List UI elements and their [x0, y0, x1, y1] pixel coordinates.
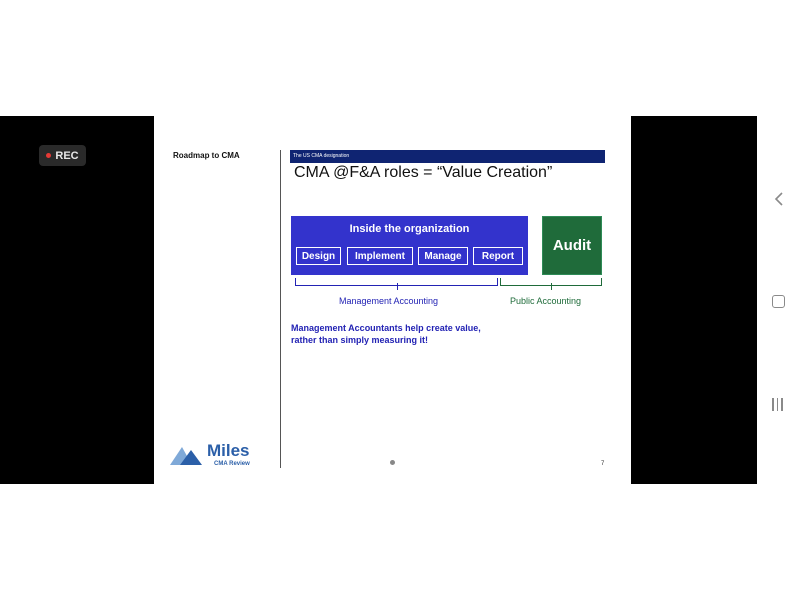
value-line-1: Management Accountants help create value,	[291, 323, 481, 333]
slide-section-title: Roadmap to CMA	[173, 151, 240, 160]
rec-indicator	[39, 145, 86, 166]
back-icon[interactable]	[773, 191, 785, 207]
slide-title: CMA @F&A roles = “Value Creation”	[294, 164, 553, 181]
slide-banner: The US CMA designation	[290, 150, 605, 163]
management-accounting-label: Management Accounting	[339, 296, 439, 306]
management-brace	[295, 278, 498, 286]
public-accounting-label: Public Accounting	[510, 296, 582, 306]
public-brace	[500, 278, 602, 286]
management-brace-tick	[397, 283, 398, 290]
audit-box: Audit	[542, 216, 602, 275]
org-label: Inside the organization	[349, 223, 470, 235]
home-icon[interactable]	[772, 295, 785, 308]
recents-icon[interactable]	[772, 398, 786, 411]
record-dot-icon	[46, 153, 51, 158]
design-box: Design	[296, 247, 341, 265]
presentation-slide	[154, 116, 631, 484]
value-statement	[291, 322, 481, 346]
logo-subtitle: CMA Review	[214, 461, 250, 467]
implement-box: Implement	[347, 247, 413, 265]
recents-bar	[777, 398, 779, 411]
value-line-2: rather than simply measuring it!	[291, 335, 429, 345]
recents-bar	[772, 398, 774, 411]
report-box: Report	[473, 247, 523, 265]
inside-organization-box	[291, 216, 528, 275]
page-number: 7	[601, 461, 605, 467]
miles-logo	[170, 438, 260, 468]
slide-progress-dot	[390, 460, 395, 465]
recents-bar	[781, 398, 783, 411]
public-brace-tick	[551, 283, 552, 290]
rec-label: REC	[55, 149, 79, 162]
slide-divider	[280, 150, 281, 468]
logo-name: Miles	[207, 441, 250, 460]
manage-box: Manage	[418, 247, 468, 265]
